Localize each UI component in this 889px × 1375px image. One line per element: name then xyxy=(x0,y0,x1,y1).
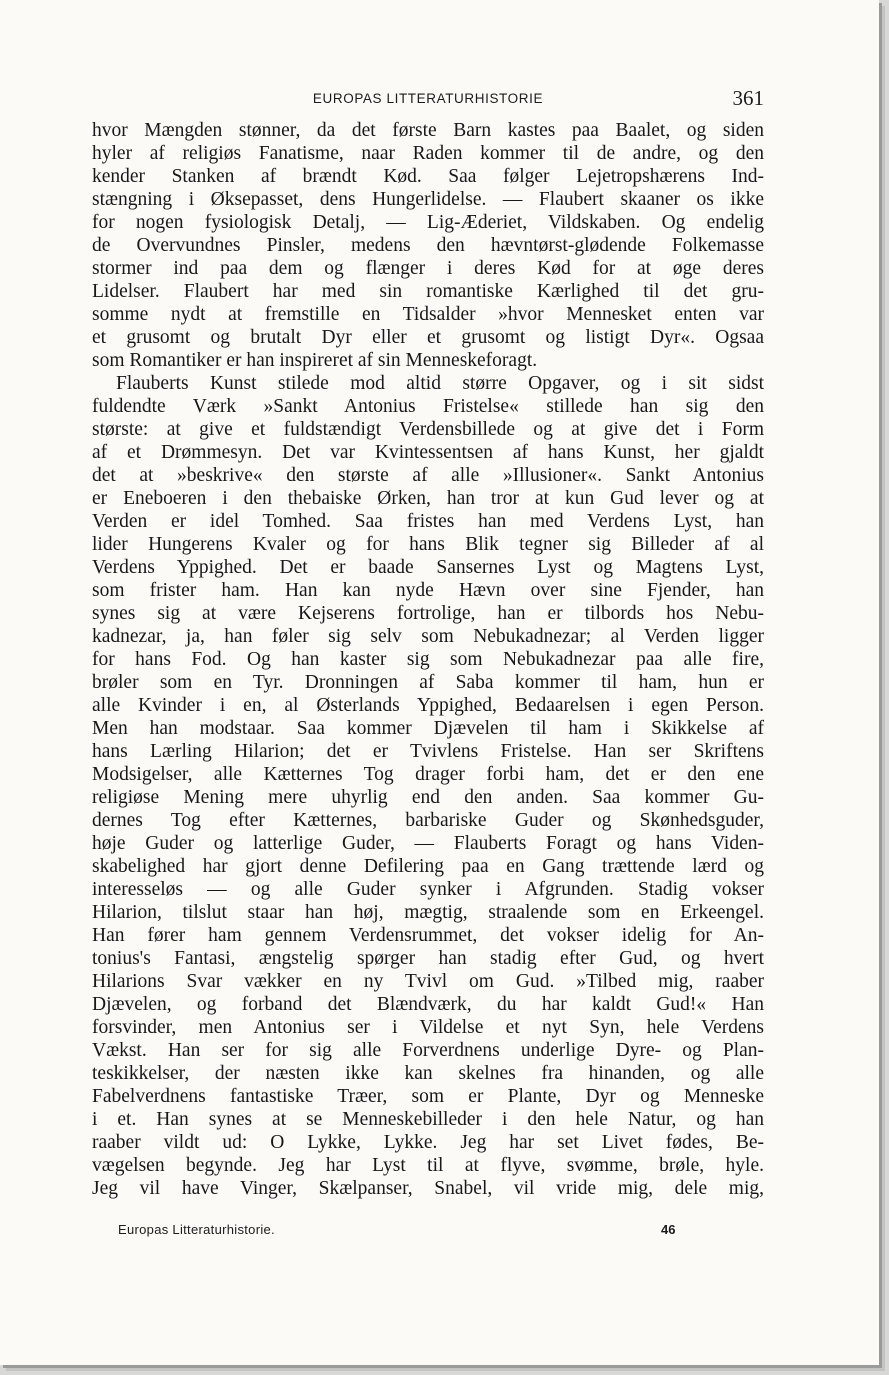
text-line: et grusomt og brutalt Dyr eller et grusomt og listigt Dyr«. Ogsaa xyxy=(92,327,764,348)
running-head xyxy=(92,86,764,112)
body-text xyxy=(92,119,764,1200)
text-line: raaber vildt ud: O Lykke, Lykke. Jeg har set Livet fødes, Be- xyxy=(92,1132,764,1153)
text-line: høje Guder og latterlige Guder, — Flauberts Foragt og hans Viden- xyxy=(92,833,764,854)
text-line: det at »beskrive« den største af alle »Illusioner«. Sankt Antonius xyxy=(92,465,764,486)
text-line: hans Lærling Hilarion; det er Tvivlens Fristelse. Han ser Skriftens xyxy=(92,741,764,762)
text-line: Hilarion, tilslut staar han høj, mægtig, straalende som en Erkeengel. xyxy=(92,902,764,923)
text-line: brøler som en Tyr. Dronningen af Saba kommer til ham, hun er xyxy=(92,672,764,693)
text-line: forsvinder, men Antonius ser i Vildelse et nyt Syn, hele Verdens xyxy=(92,1017,764,1038)
text-line: somme nydt at fremstille en Tidsalder »hvor Mennesket enten var xyxy=(92,304,764,325)
text-line: Jeg vil have Vinger, Skælpanser, Snabel, vil vride mig, dele mig, xyxy=(92,1178,764,1199)
signature-number: 46 xyxy=(661,1222,676,1237)
text-line: Han fører ham gennem Verdensrummet, det vokser idelig for An- xyxy=(92,925,764,946)
text-line: stængning i Øksepasset, dens Hungerlidelse. — Flaubert skaaner os ikke xyxy=(92,189,764,210)
text-line: af et Drømmesyn. Det var Kvintessentsen af hans Kunst, her gjaldt xyxy=(92,442,764,463)
text-line: dernes Tog efter Kætternes, barbariske Guder og Skønhedsguder, xyxy=(92,810,764,831)
text-line: synes sig at være Kejserens fortrolige, han er tilbords hos Nebu- xyxy=(92,603,764,624)
signature-footer xyxy=(118,1222,718,1242)
text-line: kadnezar, ja, han føler sig selv som Nebukadnezar; al Verden ligger xyxy=(92,626,764,647)
text-line: for nogen fysiologisk Detalj, — Lig-Æderiet, Vildskaben. Og endelig xyxy=(92,212,764,233)
text-line: Verdens Yppighed. Det er baade Sansernes Lyst og Magtens Lyst, xyxy=(92,557,764,578)
text-line: de Overvundnes Pinsler, medens den hævntørst-glødende Folkemasse xyxy=(92,235,764,256)
text-line: er Eneboeren i den thebaiske Ørken, han tror at kun Gud lever og at xyxy=(92,488,764,509)
text-line: vægelsen begynde. Jeg har Lyst til at flyve, svømme, brøle, hyle. xyxy=(92,1155,764,1176)
text-line: fuldendte Værk »Sankt Antonius Fristelse« stillede han sig den xyxy=(92,396,764,417)
text-line: Verden er idel Tomhed. Saa fristes han med Verdens Lyst, han xyxy=(92,511,764,532)
text-line: hyler af religiøs Fanatisme, naar Raden kommer til de andre, og den xyxy=(92,143,764,164)
text-line: lider Hungerens Kvaler og for hans Blik tegner sig Billeder af al xyxy=(92,534,764,555)
text-line: Vækst. Han ser for sig alle Forverdnens underlige Dyre- og Plan- xyxy=(92,1040,764,1061)
running-title: EUROPAS LITTERATURHISTORIE xyxy=(312,91,544,106)
signature-title: Europas Litteraturhistorie. xyxy=(118,1222,275,1237)
text-line: tonius's Fantasi, ængstelig spørger han stadig efter Gud, og hvert xyxy=(92,948,764,969)
text-line: teskikkelser, der næsten ikke kan skelnes fra hinanden, og alle xyxy=(92,1063,764,1084)
text-line: interesseløs — og alle Guder synker i Afgrunden. Stadig vokser xyxy=(92,879,764,900)
text-line: Flauberts Kunst stilede mod altid større Opgaver, og i sit sidst xyxy=(116,373,764,394)
text-line: alle Kvinder i en, al Østerlands Yppighed, Bedaarelsen i egen Person. xyxy=(92,695,764,716)
text-line: Fabelverdnens fantastiske Træer, som er Plante, Dyr og Menneske xyxy=(92,1086,764,1107)
text-line: som Romantiker er han inspireret af sin Menneskeforagt. xyxy=(92,350,538,371)
text-line: religiøse Mening mere uhyrlig end den anden. Saa kommer Gu- xyxy=(92,787,764,808)
text-line: kender Stanken af brændt Kød. Saa følger Lejetropshærens Ind- xyxy=(92,166,764,187)
text-line: for hans Fod. Og han kaster sig som Nebukadnezar paa alle fire, xyxy=(92,649,764,670)
text-line: Djævelen, og forband det Blændværk, du har kaldt Gud!« Han xyxy=(92,994,764,1015)
text-line: stormer ind paa dem og flænger i deres Kød for at øge deres xyxy=(92,258,764,279)
text-line: Modsigelser, alle Kætternes Tog drager forbi ham, det er den ene xyxy=(92,764,764,785)
text-line: største: at give et fuldstændigt Verdensbillede og at give det i Form xyxy=(92,419,764,440)
text-line: som frister ham. Han kan nyde Hævn over sine Fjender, han xyxy=(92,580,764,601)
page-number: 361 xyxy=(732,86,764,110)
text-line: Hilarions Svar vækker en ny Tvivl om Gud. »Tilbed mig, raaber xyxy=(92,971,764,992)
text-line: hvor Mængden stønner, da det første Barn kastes paa Baalet, og siden xyxy=(92,120,764,141)
text-line: Men han modstaar. Saa kommer Djævelen til ham i Skikkelse af xyxy=(92,718,764,739)
text-line: i et. Han synes at se Menneskebilleder i den hele Natur, og han xyxy=(92,1109,764,1130)
text-line: skabelighed har gjort denne Defilering paa en Gang trættende lærd og xyxy=(92,856,764,877)
text-line: Lidelser. Flaubert har med sin romantiske Kærlighed til det gru- xyxy=(92,281,764,302)
